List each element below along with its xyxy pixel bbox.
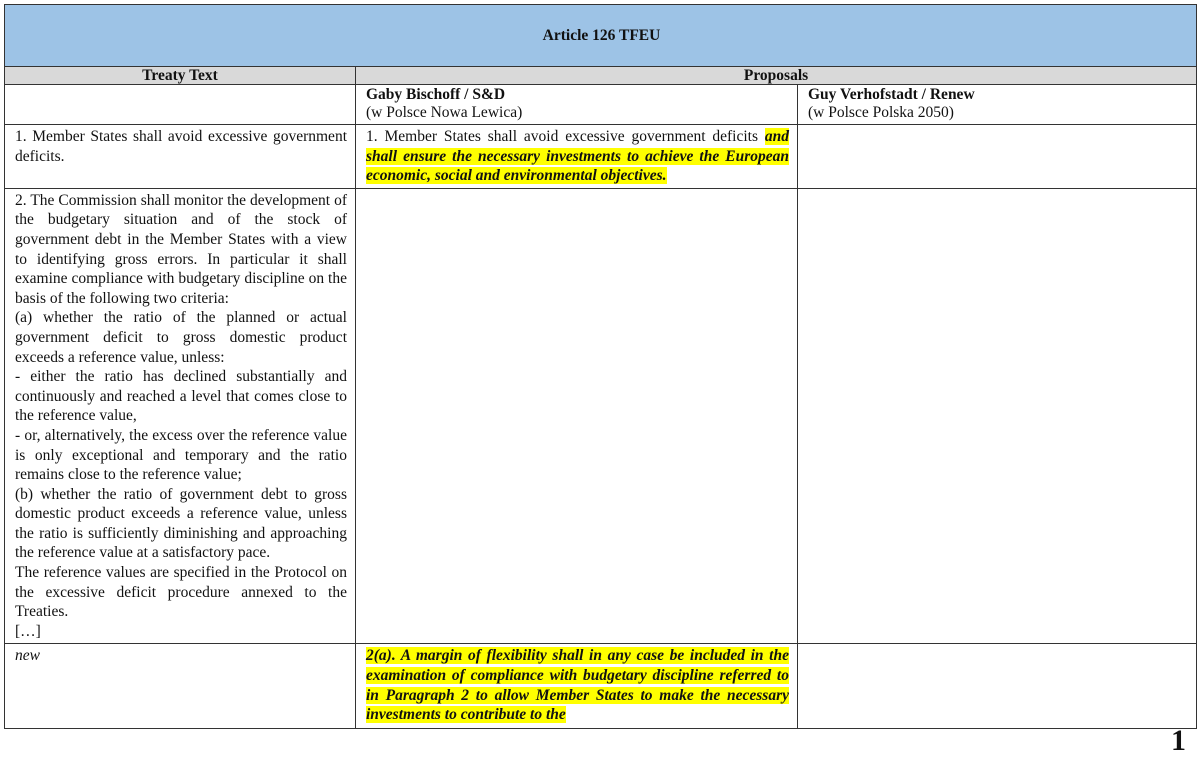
empty-cell xyxy=(5,85,356,125)
proposals-header: Proposals xyxy=(356,67,1197,85)
treaty-text-cell xyxy=(5,125,356,189)
proposer-cell-sd xyxy=(356,85,798,125)
header-row xyxy=(5,67,1197,85)
table-row xyxy=(5,644,1197,729)
treaty-text-cell xyxy=(5,188,356,644)
treaty-paragraph: The reference values are specified in the Protocol on the excessive deficit procedure annexed to the Treaties. xyxy=(15,564,347,621)
proposers-row xyxy=(5,85,1197,125)
proposer-cell-renew xyxy=(798,85,1197,125)
proposer-name: Guy Verhofstadt / Renew xyxy=(808,86,975,103)
article-title: Article 126 TFEU xyxy=(5,5,1197,67)
proposal-cell-empty xyxy=(356,188,798,644)
proposer-affiliation: (w Polsce Polska 2050) xyxy=(808,104,954,121)
proposal-text: 1. Member States shall avoid excessive government deficits xyxy=(366,128,765,145)
treaty-paragraph: - or, alternatively, the excess over the reference value is only exceptional and temporary and the ratio remains close to the reference value; xyxy=(15,426,347,484)
proposal-highlight: 2(a). A margin of flexibility shall in any case be included in the examination of compliance with budgetary discipline referred to in Paragraph 2 to allow Member States to make the necessary investments to contribute to the xyxy=(366,647,789,724)
treaty-paragraph: - either the ratio has declined substantially and continuously and reached a level that comes close to the reference value, xyxy=(15,368,347,425)
proposer-name: Gaby Bischoff / S&D xyxy=(366,86,506,103)
proposal-cell-empty xyxy=(798,644,1197,729)
proposer-affiliation: (w Polsce Nowa Lewica) xyxy=(366,104,523,121)
treaty-paragraph: 2. The Commission shall monitor the development of the budgetary situation and of the stock of government debt in the Member States with a view to identifying gross errors. In particular it shall examine compliance with budgetary discipline on the basis of the following two criteria: xyxy=(15,191,347,307)
treaty-text: new xyxy=(15,647,40,665)
proposal-cell-empty xyxy=(798,188,1197,644)
treaty-paragraph: (a) whether the ratio of the planned or actual government deficit to gross domestic product exceeds a reference value, unless: xyxy=(15,309,347,366)
treaty-text: 1. Member States shall avoid excessive government deficits. xyxy=(15,128,347,165)
treaty-paragraph: (b) whether the ratio of government debt to gross domestic product exceeds a reference value, unless the ratio is sufficiently diminishing and approaching the reference value at a satisfactory pace. xyxy=(15,485,347,562)
page-number: 1 xyxy=(1171,724,1186,757)
proposal-cell-empty xyxy=(798,125,1197,189)
table-row xyxy=(5,188,1197,644)
proposal-cell xyxy=(356,125,798,189)
title-row xyxy=(5,5,1197,67)
proposal-cell xyxy=(356,644,798,729)
table-row xyxy=(5,125,1197,189)
treaty-text-cell xyxy=(5,644,356,729)
treaty-text-header: Treaty Text xyxy=(5,67,356,85)
treaty-paragraph: […] xyxy=(15,622,41,640)
proposal-highlight: and shall ensure the necessary investments to achieve the European economic, social and environmental objectives. xyxy=(366,128,789,185)
comparison-table xyxy=(4,4,1197,729)
